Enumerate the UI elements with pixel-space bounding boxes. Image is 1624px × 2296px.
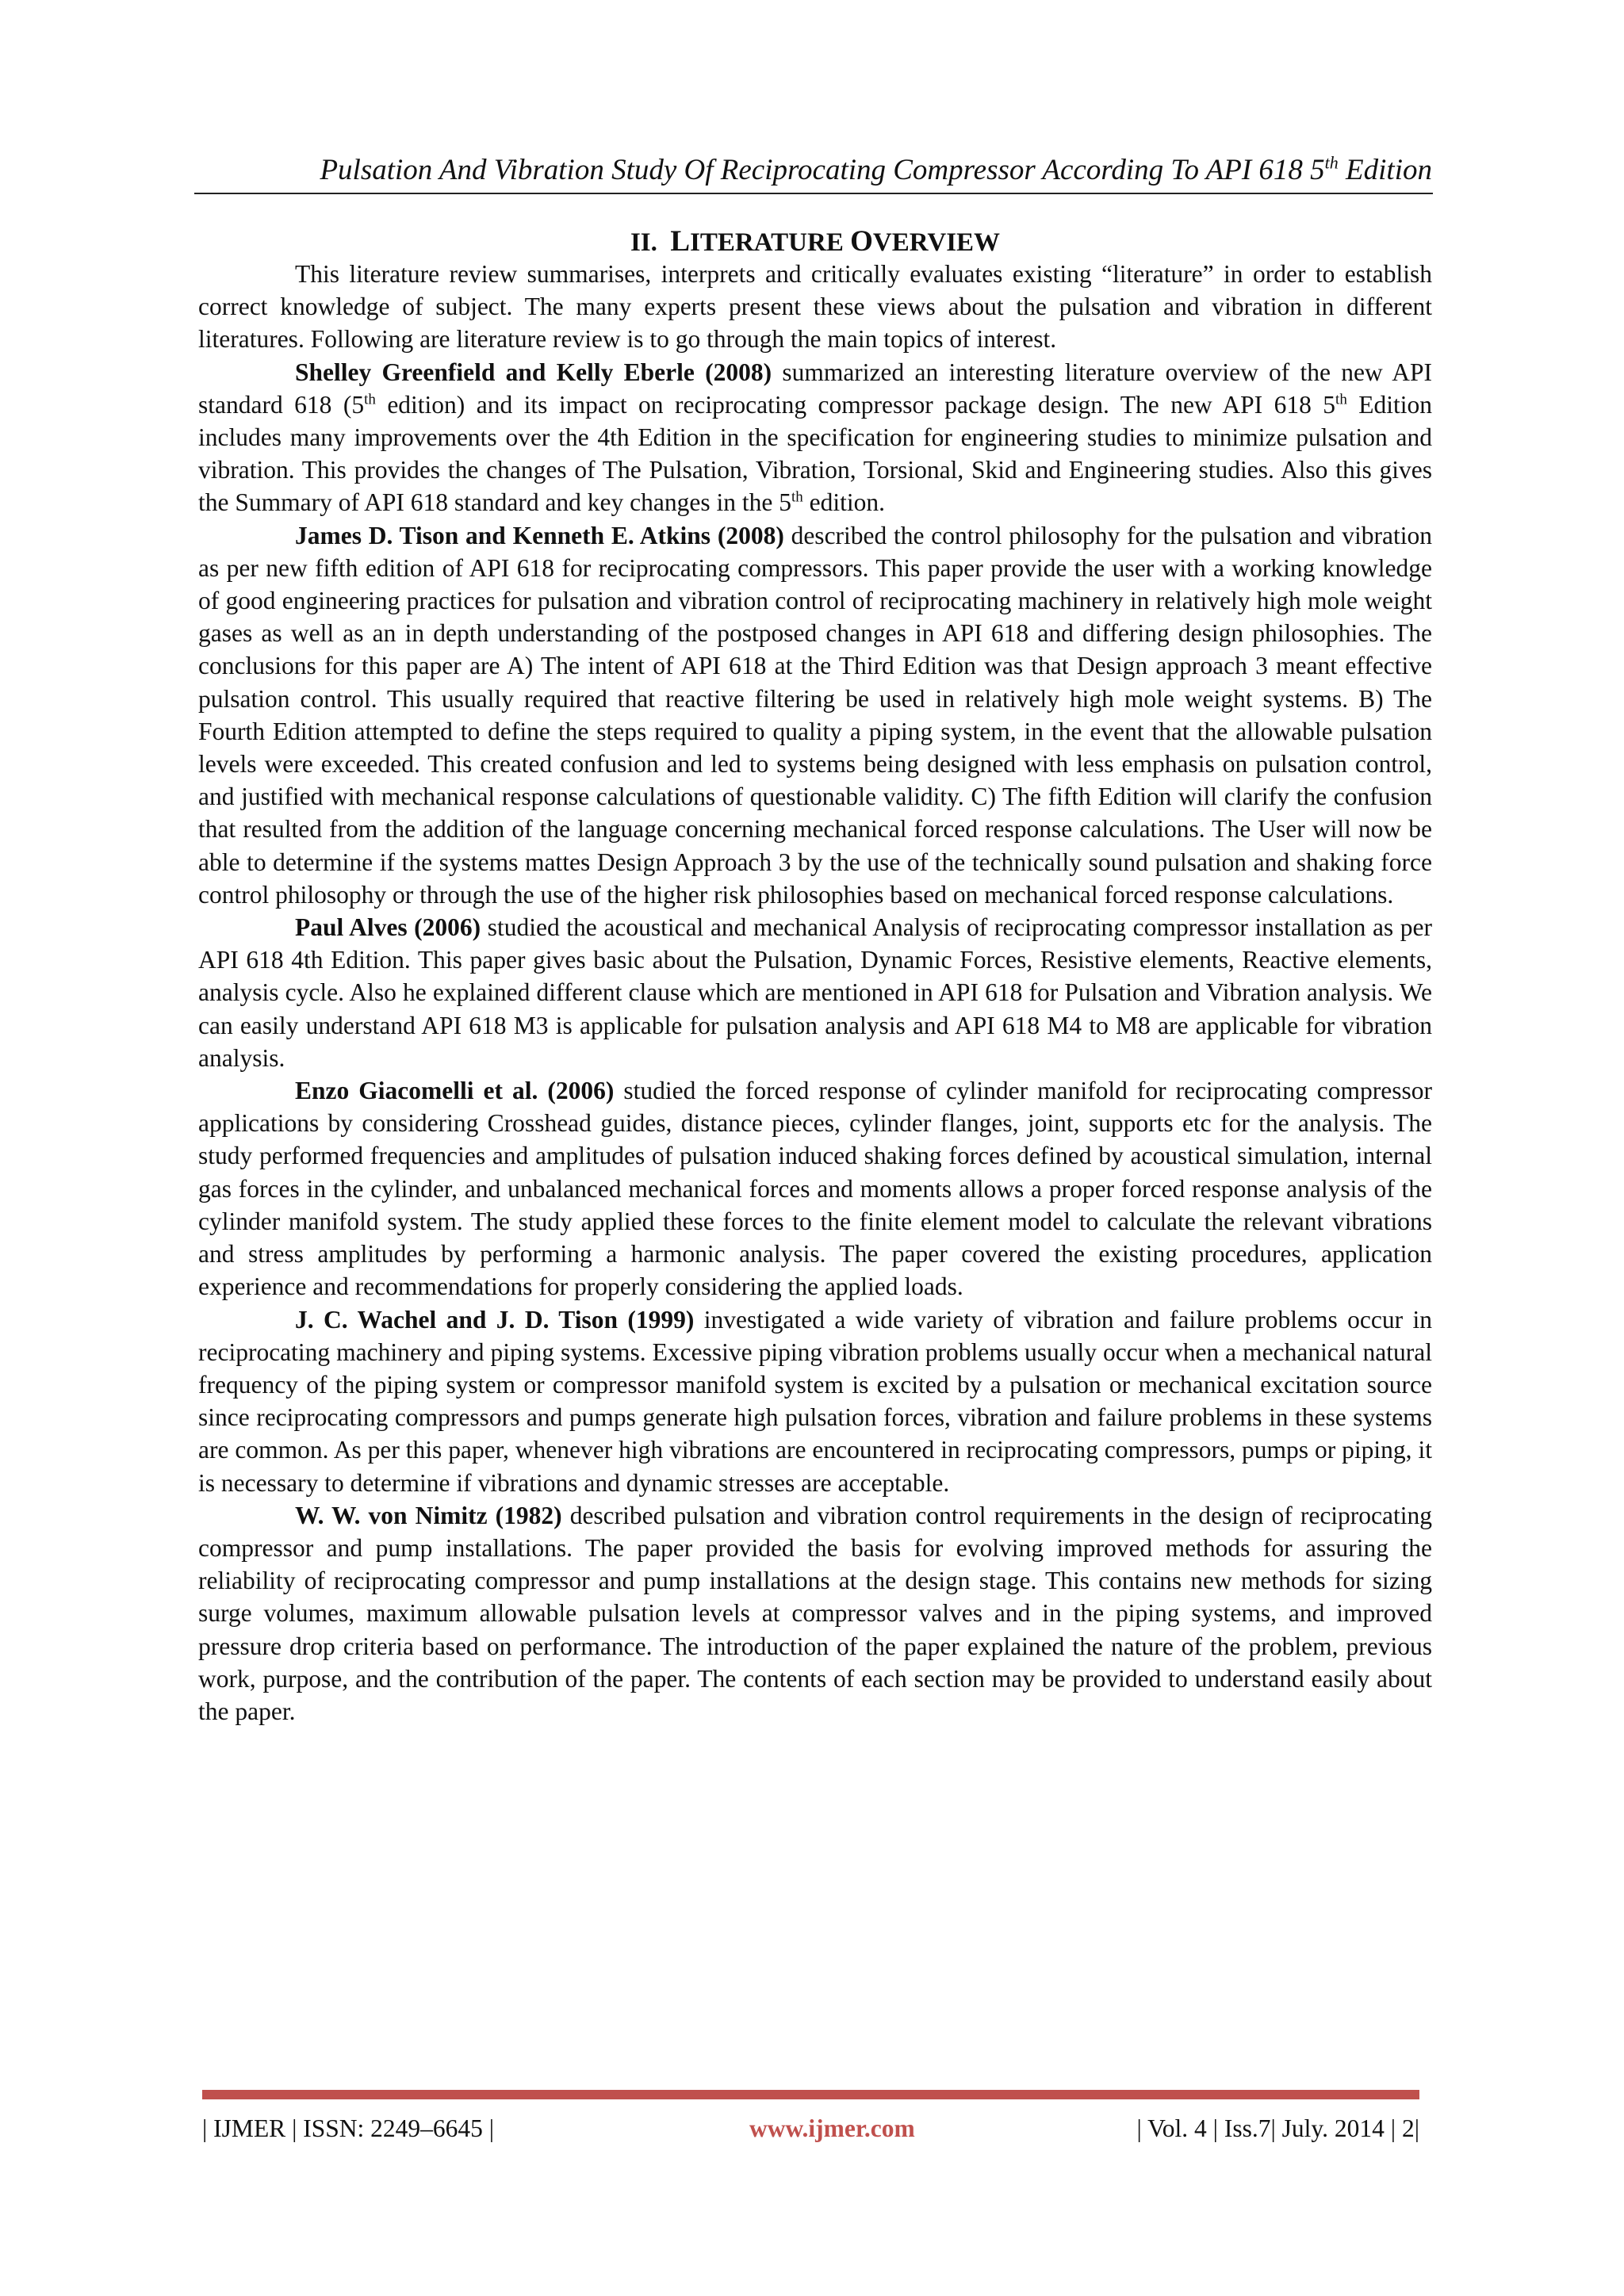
section-title-initial-2: O bbox=[850, 225, 873, 258]
body-text bbox=[198, 258, 1432, 1728]
paragraph-tison-atkins bbox=[198, 519, 1432, 911]
paragraph-von-nimitz bbox=[198, 1499, 1432, 1728]
paragraph-text: studied the acoustical and mechanical Analysis of reciprocating compressor installation as per API 618 4th Edition. This paper gives basic about the Pulsation, Dynamic Forces, Resistive elements, Reactive elements, analysis cycle. Also he explained different clause which are mentioned in API 618 for Pulsation and Vibration analysis. We can easily understand API 618 M3 is applicable for pulsation analysis and API 618 M4 to M8 are applicable for vibration analysis. bbox=[198, 913, 1432, 1072]
superscript: th bbox=[791, 488, 803, 506]
paragraph-wachel-tison bbox=[198, 1303, 1432, 1499]
paragraph-giacomelli bbox=[198, 1074, 1432, 1303]
author-citation: Enzo Giacomelli et al. (2006) bbox=[295, 1077, 615, 1105]
paragraph-intro: This literature review summarises, interprets and critically evaluates existing “literature” in order to establish correct knowledge of subject. The many experts present these views about the pulsation and vibration in different literatures. Following are literature review is to go through the main topics of interest. bbox=[198, 260, 1432, 354]
footer-rule bbox=[202, 2090, 1419, 2099]
footer bbox=[202, 2109, 1419, 2149]
paragraph-text: edition. bbox=[802, 488, 886, 517]
section-title-part-2: VERVIEW bbox=[872, 228, 1001, 257]
paragraph-text: investigated a wide variety of vibration and failure problems occur in reciprocating machinery and piping systems. Excessive piping vibration problems usually occur when a mechanical natural frequency of the piping system or compressor manifold system is excited by a pulsation or mechanical excitation source since reciprocating compressors and pumps generate high pulsation forces, vibration and failure problems in these systems are common. As per this paper, whenever high vibrations are encountered in reciprocating compressors, pumps or piping, it is necessary to determine if vibrations and dynamic stresses are acceptable. bbox=[198, 1305, 1432, 1497]
footer-volume-issue: | Vol. 4 | Iss.7| July. 2014 | 2| bbox=[1136, 2114, 1419, 2142]
superscript: th bbox=[364, 391, 376, 408]
paragraph-text: described pulsation and vibration control requirements in the design of reciprocating compressor and pump installations. The paper provided the basis for evolving improved methods for assuring the reliability of reciprocating compressor and pump installations at the design stage. This contains new methods for sizing surge volumes, maximum allowable pulsation levels at compressor valves and in the piping systems, and improved pressure drop criteria based on performance. The introduction of the paper explained the nature of the problem, previous work, purpose, and the contribution of the paper. The contents of each section may be provided to understand easily about the paper. bbox=[198, 1501, 1433, 1725]
header-rule bbox=[194, 193, 1433, 194]
superscript: th bbox=[1335, 391, 1347, 408]
paragraph-text: studied the forced response of cylinder manifold for reciprocating compressor applications by considering Crosshead guides, distance pieces, cylinder flanges, joint, supports etc for the analysis. The study performed frequencies and amplitudes of pulsation induced shaking forces defined by acoustical simulation, internal gas forces in the cylinder, and unbalanced mechanical forces and moments allows a proper forced response analysis of the cylinder manifold system. The study applied these forces to the finite element model to calculate the relevant vibrations and stress amplitudes by performing a harmonic analysis. The paper covered the existing procedures, application experience and recommendations for properly considering the applied loads. bbox=[198, 1077, 1432, 1301]
author-citation: W. W. von Nimitz (1982) bbox=[295, 1501, 562, 1529]
section-title-initial-1: L bbox=[670, 225, 691, 258]
section-number: II. bbox=[630, 228, 657, 257]
section-title-part-1: ITERATURE bbox=[690, 228, 844, 257]
running-title-end: Edition bbox=[1338, 154, 1432, 186]
paragraph-text: edition) and its impact on reciprocating compressor package design. The new API 618 5 bbox=[375, 390, 1336, 419]
running-title: Pulsation And Vibration Study Of Reciprocating Compressor According To API 618 5 bbox=[320, 154, 1325, 186]
section-heading bbox=[198, 224, 1432, 260]
footer-website-link[interactable]: www.ijmer.com bbox=[749, 2114, 915, 2142]
author-citation: Paul Alves (2006) bbox=[295, 913, 481, 942]
running-header bbox=[198, 151, 1432, 190]
paragraph-alves bbox=[198, 911, 1432, 1074]
author-citation: Shelley Greenfield and Kelly Eberle (2008) bbox=[295, 358, 772, 386]
footer-journal-issn: | IJMER | ISSN: 2249–6645 | bbox=[202, 2114, 495, 2142]
paragraph-greenfield bbox=[198, 356, 1432, 519]
author-citation: James D. Tison and Kenneth E. Atkins (2008) bbox=[295, 521, 784, 549]
author-citation: J. C. Wachel and J. D. Tison (1999) bbox=[295, 1305, 695, 1334]
paragraph-text: Edition includes many improvements over the 4th Edition in the specification for engineering studies to minimize pulsation and vibration. This provides the changes of The Pulsation, Vibration, Torsional, Skid and Engineering studies. Also this gives the Summary of API 618 standard and key changes in the 5 bbox=[198, 390, 1433, 517]
paragraph-text: summarized an interesting literature overview of the new API standard 618 (5 bbox=[198, 358, 1432, 419]
running-title-superscript: th bbox=[1324, 152, 1339, 173]
paragraph-text: described the control philosophy for the pulsation and vibration as per new fifth edition of API 618 for reciprocating compressors. This paper provide the user with a working knowledge of good engineering practices for pulsation and vibration control of reciprocating machinery in relatively high mole weight gases as well as an in depth understanding of the postposed changes in API 618 and differing design philosophies. The conclusions for this paper are A) The intent of API 618 at the Third Edition was that Design approach 3 meant effective pulsation control. This usually required that reactive filtering be used in relatively high mole weight systems. B) The Fourth Edition attempted to define the steps required to quality a piping system, in the event that the allowable pulsation levels were exceeded. This created confusion and led to systems being designed with less emphasis on pulsation control, and justified with mechanical response calculations of questionable validity. C) The fifth Edition will clarify the confusion that resulted from the addition of the language concerning mechanical forced response calculations. The User will now be able to determine if the systems mattes Design Approach 3 by the use of the technically sound pulsation and shaking force control philosophy or through the use of the higher risk philosophies based on mechanical forced response calculations. bbox=[198, 521, 1433, 909]
